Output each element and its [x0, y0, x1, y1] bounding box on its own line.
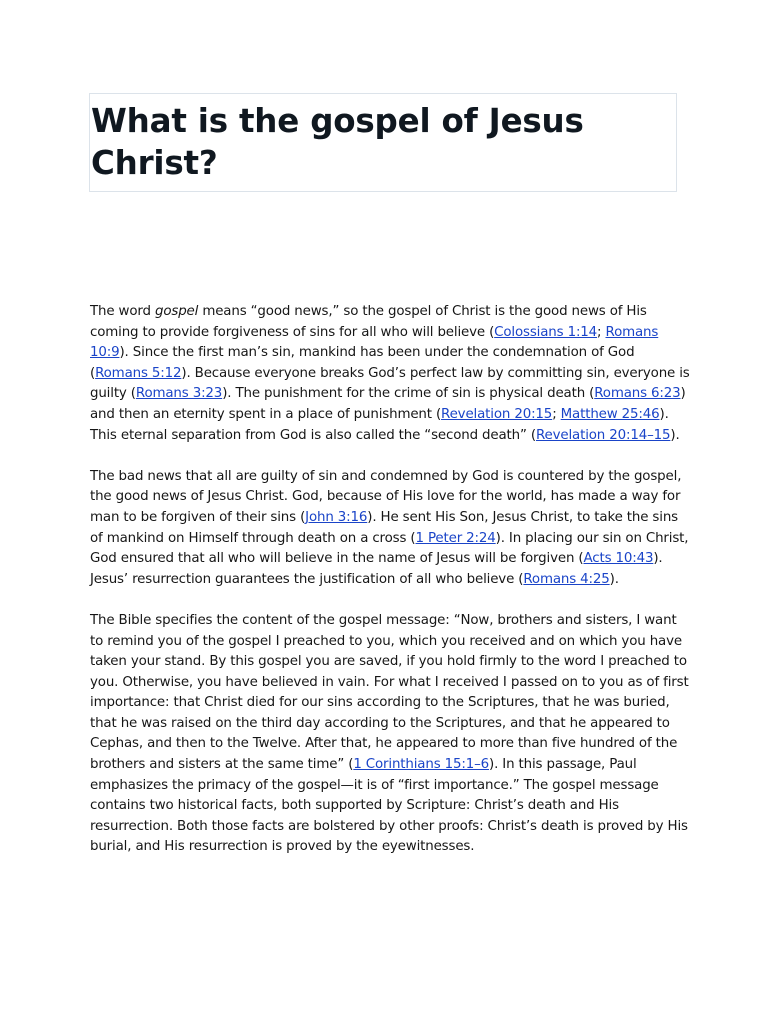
- paragraph-3: [90, 611, 690, 858]
- link-romans-10-9[interactable]: Romans 10:9: [90, 324, 659, 361]
- link-colossians-1-14[interactable]: Colossians 1:14: [494, 324, 598, 340]
- text-span: ). Because everyone breaks God’s perfect law by committing sin, everyone is guilty (: [90, 365, 690, 402]
- link-romans-5-12[interactable]: Romans 5:12: [95, 365, 182, 381]
- title-box: [89, 93, 677, 192]
- link-revelation-20-14-15[interactable]: Revelation 20:14–15: [535, 427, 671, 443]
- text-span: The word: [90, 304, 155, 319]
- text-span: ). He sent His Son, Jesus Christ, to take the sins of mankind on Himself through death on a cross (: [90, 509, 678, 546]
- text-span: ). Since the first man’s sin, mankind has been under the condemnation of God (: [90, 345, 635, 381]
- link-matthew-25-46[interactable]: Matthew 25:46: [560, 406, 660, 422]
- text-span: ). In this passage, Paul emphasizes the primacy of the gospel—it is of “first importance.” The gospel message contains two historical facts, both supported by Scripture: Christ’s death and His resurrection. Both those facts are bolstered by other proofs: Christ’s death is proved by His burial, and His resurrection is proved by the eyewitnesses.: [90, 757, 688, 855]
- text-span: The bad news that all are guilty of sin and condemned by God is countered by the gospel, the good news of Jesus Christ. God, because of His love for the world, has made a way for man to be forgiven of their sins (: [90, 468, 682, 525]
- link-romans-3-23[interactable]: Romans 3:23: [135, 386, 223, 402]
- text-span: ;: [597, 324, 606, 340]
- text-span: ). Jesus’ resurrection guarantees the justification of all who believe (: [90, 551, 663, 587]
- text-span: The Bible specifies the content of the gospel message: “Now, brothers and sisters, I want to remind you of the gospel I preached to you, which you received and on which you have taken your stand. By this gospel you are saved, if you hold firmly to the word I preached to you. Otherwise, you have believed in vain. For what I received I passed on to you as of first importance: that Christ died for our sins according to the Scriptures, that he was buried, that he was raised on the third day according to the Scriptures, and that he appeared to Cephas, and then to the Twelve. After that, he appeared to more than five hundred of the brothers and sisters at the same time” (: [90, 612, 689, 773]
- emphasis-gospel: gospel: [154, 304, 199, 319]
- text-span: ).: [609, 571, 619, 587]
- link-john-3-16[interactable]: John 3:16: [305, 509, 368, 525]
- link-revelation-20-15[interactable]: Revelation 20:15: [441, 406, 553, 422]
- link-1-peter-2-24[interactable]: 1 Peter 2:24: [415, 530, 496, 546]
- text-span: ). In placing our sin on Christ, God ensured that all who will believe in the name of Jesus will be forgiven (: [90, 530, 689, 567]
- article-body: [90, 302, 690, 879]
- text-span: ;: [552, 406, 561, 422]
- text-span: ). This eternal separation from God is also called the “second death” (: [90, 406, 669, 443]
- link-1-corinthians-15-1-6[interactable]: 1 Corinthians 15:1–6: [353, 757, 490, 773]
- page-title: What is the gospel of Jesus Christ?: [91, 102, 584, 182]
- text-span: ) and then an eternity spent in a place of punishment (: [90, 386, 686, 422]
- text-span: ).: [670, 427, 680, 443]
- paragraph-2: [90, 467, 690, 591]
- text-span: means “good news,” so the gospel of Christ is the good news of His coming to provide forgiveness of sins for all who will believe (: [90, 304, 647, 340]
- link-romans-4-25[interactable]: Romans 4:25: [523, 571, 610, 587]
- paragraph-1: [90, 302, 690, 446]
- link-acts-10-43[interactable]: Acts 10:43: [583, 551, 654, 567]
- link-romans-6-23[interactable]: Romans 6:23: [594, 386, 681, 402]
- text-span: ). The punishment for the crime of sin is physical death (: [222, 386, 595, 402]
